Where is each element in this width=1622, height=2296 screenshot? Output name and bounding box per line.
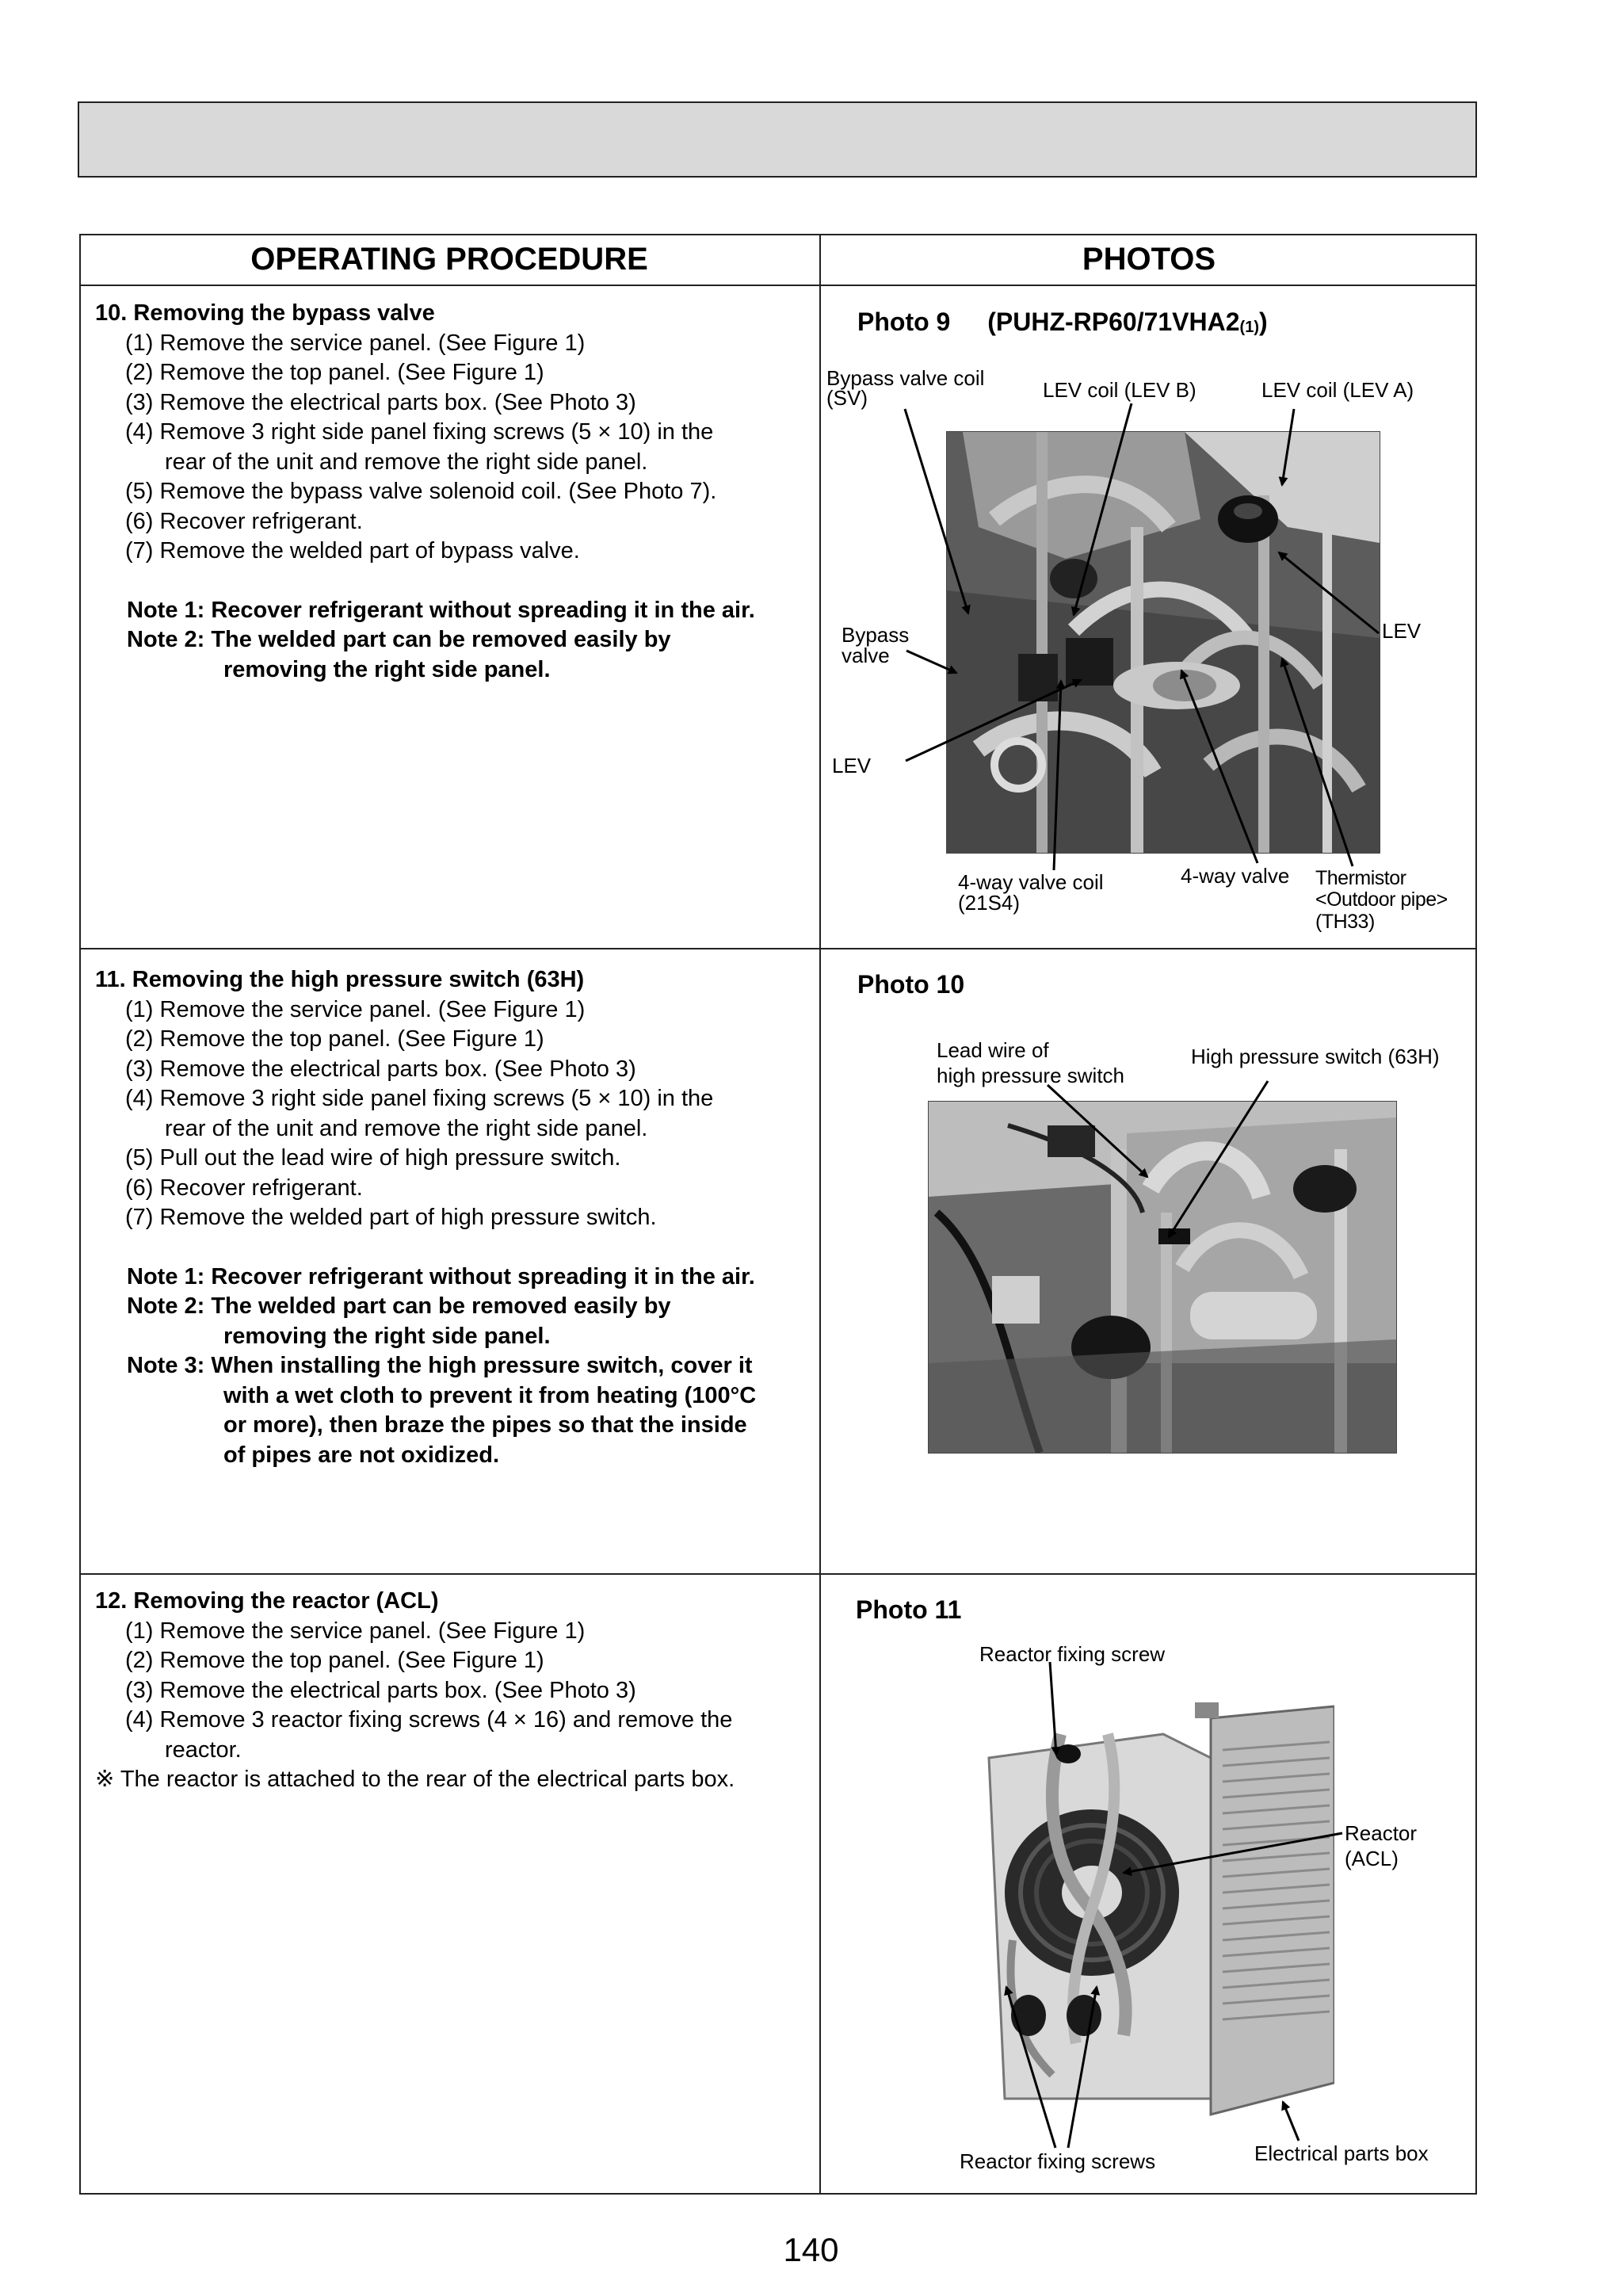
label-lev-right: LEV: [1382, 619, 1422, 643]
section-title: 11. Removing the high pressure switch (63H): [95, 967, 585, 992]
note: removing the right side panel.: [223, 1323, 551, 1349]
step: (4) Remove 3 reactor fixing screws (4 × 16) and remove the: [125, 1707, 733, 1733]
step: (6) Recover refrigerant.: [125, 1175, 363, 1201]
header-band: [78, 101, 1477, 178]
step: (7) Remove the welded part of bypass valve.: [125, 538, 580, 563]
photo-9-image: [946, 431, 1380, 854]
header-row-divider: [79, 285, 1477, 286]
photo-11-title: Photo 11: [856, 1595, 962, 1624]
step: (3) Remove the electrical parts box. (See Photo 3): [125, 389, 636, 415]
note: Note 1: Recover refrigerant without spreading it in the air.: [127, 1263, 755, 1289]
section-bypass-valve: [95, 299, 808, 685]
label-bypass-valve-2: valve: [842, 644, 890, 667]
photo-10-image: [928, 1101, 1397, 1454]
step: rear of the unit and remove the right side panel.: [165, 449, 648, 475]
section-reactor: [95, 1587, 808, 1795]
label-reactor-fixing-screw: Reactor fixing screw: [979, 1642, 1166, 1666]
photo-9-label: Photo 9: [857, 308, 951, 336]
note: Note 3: When installing the high pressure switch, cover it: [127, 1353, 753, 1378]
label-lev-left: LEV: [832, 754, 872, 777]
section-title: 10. Removing the bypass valve: [95, 300, 435, 326]
label-lev-coil-a: LEV coil (LEV A): [1261, 378, 1414, 402]
label-thermistor: Thermistor: [1315, 867, 1406, 889]
step: (1) Remove the service panel. (See Figure 1): [125, 330, 586, 356]
photos-heading: PHOTOS: [1082, 242, 1216, 277]
label-reactor-fixing-screws: Reactor fixing screws: [960, 2149, 1156, 2173]
label-bypass-valve: Bypass: [842, 623, 910, 647]
label-4way-valve-coil-21s4: (21S4): [958, 891, 1021, 915]
photo-11-image: [973, 1702, 1334, 2118]
column-divider: [819, 234, 821, 2195]
row-divider-1: [79, 948, 1477, 949]
row-divider-2: [79, 1573, 1477, 1575]
label-lev-coil-b: LEV coil (LEV B): [1043, 378, 1196, 402]
photo-9-model-suffix: (1): [1239, 319, 1259, 336]
step: reactor.: [165, 1736, 242, 1763]
step: (2) Remove the top panel. (See Figure 1): [125, 1648, 544, 1673]
section-title: 12. Removing the reactor (ACL): [95, 1588, 439, 1614]
label-reactor: Reactor: [1345, 1821, 1418, 1845]
step: (3) Remove the electrical parts box. (See Photo 3): [125, 1056, 636, 1082]
step: (1) Remove the service panel. (See Figure 1): [125, 1618, 586, 1644]
note: of pipes are not oxidized.: [223, 1442, 500, 1468]
photo-9-model: (PUHZ-RP60/71VHA2: [987, 308, 1240, 336]
step: (3) Remove the electrical parts box. (See Photo 3): [125, 1677, 636, 1703]
label-4way-valve-coil: 4-way valve coil: [958, 870, 1104, 894]
reactor-note: ※ The reactor is attached to the rear of the electrical parts box.: [95, 1767, 735, 1792]
label-high-pressure-switch: High pressure switch (63H): [1191, 1045, 1440, 1068]
section-high-pressure-switch: [95, 965, 808, 1470]
step: (5) Remove the bypass valve solenoid coil. (See Photo 7).: [125, 479, 717, 504]
step: (4) Remove 3 right side panel fixing screws (5 × 10) in the: [125, 1086, 714, 1111]
step: (2) Remove the top panel. (See Figure 1): [125, 360, 544, 385]
note: or more), then braze the pipes so that the inside: [223, 1412, 747, 1438]
note: removing the right side panel.: [223, 656, 551, 682]
note: Note 2: The welded part can be removed easily by: [127, 627, 671, 652]
label-lead-wire: Lead wire of: [937, 1038, 1049, 1062]
step: (5) Pull out the lead wire of high pressure switch.: [125, 1145, 621, 1171]
note: Note 1: Recover refrigerant without spreading it in the air.: [127, 597, 755, 623]
label-thermistor-th33: (TH33): [1315, 911, 1375, 933]
label-bypass-valve-coil: Bypass valve coil: [826, 366, 985, 390]
step: (4) Remove 3 right side panel fixing screws (5 × 10) in the: [125, 419, 714, 445]
page-number: 140: [783, 2231, 839, 2268]
operating-procedure-heading: OPERATING PROCEDURE: [250, 242, 648, 277]
label-4way-valve: 4-way valve: [1181, 864, 1290, 888]
label-reactor-acl: (ACL): [1345, 1847, 1399, 1870]
label-thermistor-outdoor-pipe: <Outdoor pipe>: [1315, 888, 1448, 911]
label-electrical-parts-box: Electrical parts box: [1254, 2141, 1429, 2165]
photo-9-model-close: ): [1258, 308, 1268, 336]
step: (1) Remove the service panel. (See Figure 1): [125, 996, 586, 1022]
note: Note 2: The welded part can be removed easily by: [127, 1293, 671, 1319]
photo-10-title: Photo 10: [857, 970, 965, 999]
step: (2) Remove the top panel. (See Figure 1): [125, 1026, 544, 1052]
step: (6) Recover refrigerant.: [125, 508, 363, 534]
note: with a wet cloth to prevent it from heating (100°C: [223, 1382, 757, 1408]
label-bypass-valve-coil-sv: (SV): [826, 386, 868, 410]
step: rear of the unit and remove the right side panel.: [165, 1115, 648, 1141]
photo-9-title: [857, 308, 1268, 337]
step: (7) Remove the welded part of high pressure switch.: [125, 1205, 657, 1230]
label-lead-wire-2: high pressure switch: [937, 1064, 1124, 1087]
